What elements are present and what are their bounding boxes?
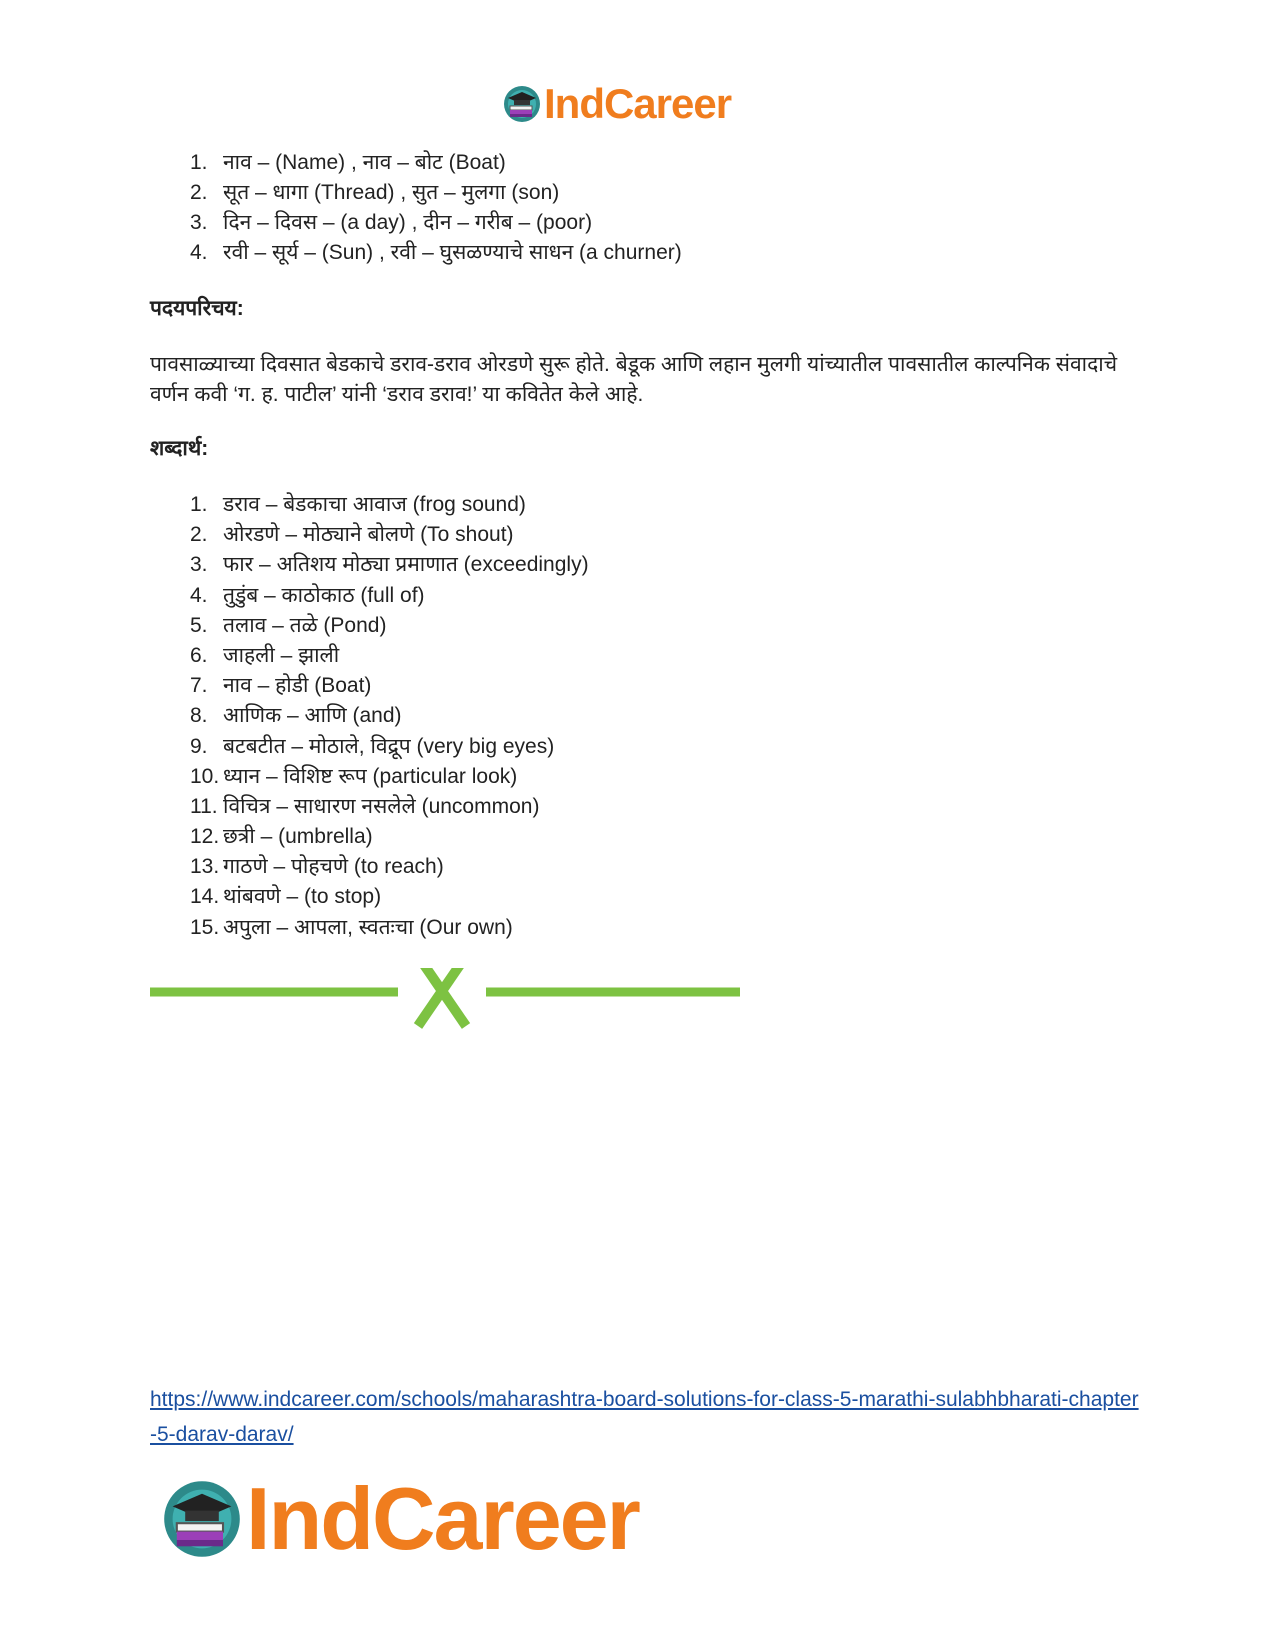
list-item xyxy=(190,550,589,580)
graduation-cap-book-icon xyxy=(160,1477,244,1561)
list-item-number: 9. xyxy=(190,734,208,758)
list-item xyxy=(190,913,589,943)
list-item-text: डराव – बेडकाचा आवाज (frog sound) xyxy=(223,493,526,516)
list-item-text: तलाव – तळे (Pond) xyxy=(223,613,387,637)
list-item-number: 1. xyxy=(190,493,208,516)
list-item xyxy=(190,148,682,178)
list-item-text: तुडुंब – काठोकाठ (full of) xyxy=(223,583,425,607)
list-item xyxy=(190,178,682,208)
list-item-text: सूत – धागा (Thread) , सुत – मुलगा (son) xyxy=(223,181,560,204)
list-item xyxy=(190,852,589,882)
list-item-number: 6. xyxy=(190,643,208,667)
list-item-text: बटबटीत – मोठाले, विद्रूप (very big eyes) xyxy=(223,734,555,758)
list-item-number: 10. xyxy=(190,764,220,788)
list-item xyxy=(190,641,589,671)
list-item xyxy=(190,671,589,701)
list-item-number: 3. xyxy=(190,553,208,577)
x-divider-icon xyxy=(150,968,750,1038)
list-item-number: 14. xyxy=(190,885,220,909)
section-heading-introduction: पदयपरिचय: xyxy=(150,297,244,320)
list-item-text: फार – अतिशय मोठ्या प्रमाणात (exceedingly) xyxy=(223,553,589,577)
indcareer-logo-bottom xyxy=(160,1468,639,1570)
list-item-number: 2. xyxy=(190,181,208,204)
homonym-list xyxy=(190,148,682,268)
list-item xyxy=(190,882,589,912)
list-item-number: 8. xyxy=(190,704,208,728)
list-item-text: नाव – होडी (Boat) xyxy=(223,674,372,698)
list-item-number: 11. xyxy=(190,794,218,818)
list-item-number: 12. xyxy=(190,825,220,849)
graduation-cap-book-icon xyxy=(502,84,542,124)
source-url-link[interactable]: https://www.indcareer.com/schools/maharashtra-board-solutions-for-class-5-marathi-sulabhbharati-chapter-5-darav-darav/ xyxy=(150,1388,1139,1446)
list-item-text: ध्यान – विशिष्ट रूप (particular look) xyxy=(223,764,518,788)
list-item-text: रवी – सूर्य – (Sun) , रवी – घुसळण्याचे साधन (a churner) xyxy=(223,241,682,264)
list-item-number: 4. xyxy=(190,241,208,264)
list-item xyxy=(190,732,589,762)
list-item-number: 3. xyxy=(190,211,208,234)
list-item-text: थांबवणे – (to stop) xyxy=(223,885,382,909)
list-item xyxy=(190,762,589,792)
glossary-list xyxy=(190,490,589,943)
list-item-text: नाव – (Name) , नाव – बोट (Boat) xyxy=(223,151,506,174)
list-item-text: दिन – दिवस – (a day) , दीन – गरीब – (poor) xyxy=(223,211,593,234)
list-item-number: 2. xyxy=(190,523,208,547)
list-item xyxy=(190,208,682,238)
section-heading-glossary: शब्दार्थ: xyxy=(150,437,209,460)
introduction-paragraph: पावसाळ्याच्या दिवसात बेडकाचे डराव-डराव ओरडणे सुरू होते. बेडूक आणि लहान मुलगी यांच्यातील पावसातील काल्पनिक संवादाचे वर्णन कवी ‘ग. ह. पाटील’ यांनी ‘डराव डराव!’ या कवितेत केले आहे. xyxy=(150,353,1118,406)
list-item-text: जाहली – झाली xyxy=(223,643,340,667)
list-item xyxy=(190,701,589,731)
list-item xyxy=(190,581,589,611)
list-item xyxy=(190,520,589,550)
list-item-number: 15. xyxy=(190,915,220,939)
list-item-number: 13. xyxy=(190,855,220,879)
list-item-number: 1. xyxy=(190,151,208,174)
list-item-number: 7. xyxy=(190,674,208,698)
list-item-text: ओरडणे – मोठ्याने बोलणे (To shout) xyxy=(223,523,514,547)
logo-wordmark: IndCareer xyxy=(246,1469,639,1568)
list-item xyxy=(190,792,589,822)
list-item-number: 4. xyxy=(190,583,208,607)
list-item-text: आणिक – आणि (and) xyxy=(223,704,402,728)
list-item-number: 5. xyxy=(190,613,208,637)
list-item xyxy=(190,822,589,852)
logo-wordmark: IndCareer xyxy=(544,80,732,127)
list-item xyxy=(190,611,589,641)
list-item-text: अपुला – आपला, स्वतःचा (Our own) xyxy=(223,915,513,939)
list-item xyxy=(190,490,589,520)
list-item-text: छत्री – (umbrella) xyxy=(223,825,373,849)
indcareer-logo-top xyxy=(502,80,731,128)
list-item-text: गाठणे – पोहचणे (to reach) xyxy=(223,855,444,879)
list-item xyxy=(190,238,682,268)
list-item-text: विचित्र – साधारण नसलेले (uncommon) xyxy=(223,794,540,818)
